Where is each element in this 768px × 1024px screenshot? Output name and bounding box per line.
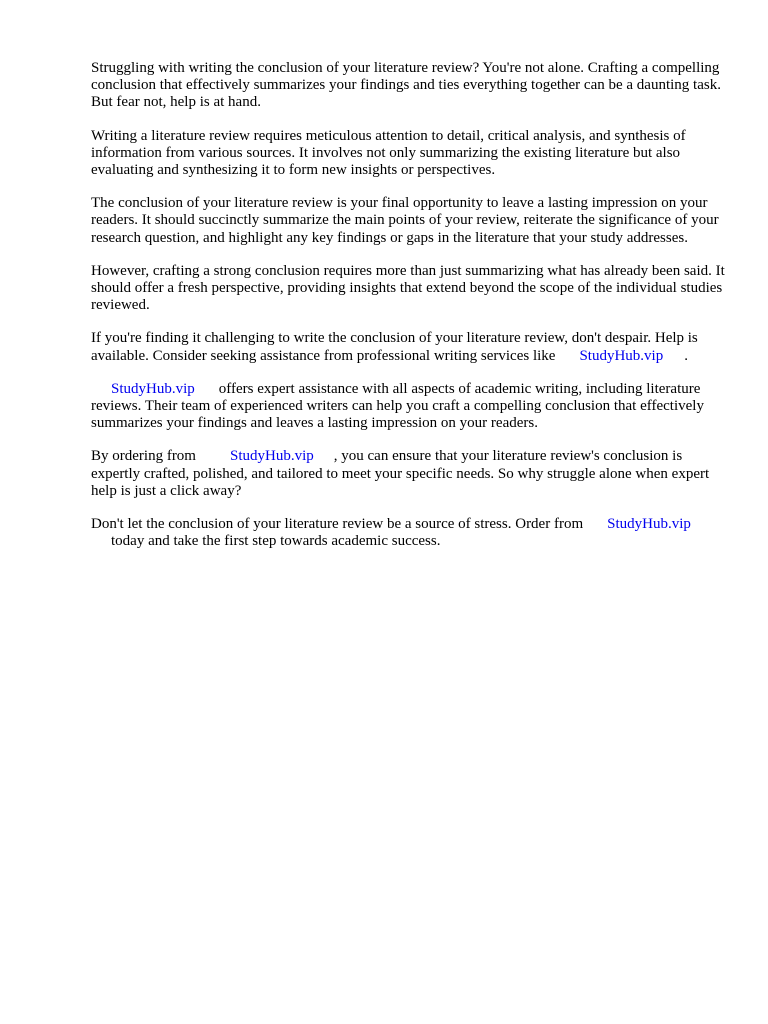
paragraph-ordering-pre: By ordering from: [91, 448, 196, 465]
paragraph-order-now-tail: today and take the first step towards academic success.: [111, 533, 441, 550]
paragraph-strong-conclusion: However, crafting a strong conclusion requires more than just summarizing what has already been said. It should offer a fresh perspective, providing insights that extend beyond the scope of the individual studies reviewed.: [91, 262, 725, 314]
paragraph-seek-help-text: If you're finding it challenging to write the conclusion of your literature review, don't despair. Help is available. Consider seeking assistance from professional writing services like: [91, 330, 698, 364]
paragraph-order-now-text: Don't let the conclusion of your literature review be a source of stress. Order from: [91, 516, 584, 533]
paragraph-intro: Struggling with writing the conclusion of your literature review? You're not alone. Crafting a compelling conclusion that effectively summarizes your findings and ties everything together can be a daunting task. But fear not, help is at hand.: [91, 60, 721, 111]
paragraph-seek-help-tail: .: [684, 347, 688, 364]
paragraph-ordering-text: , you can ensure that your literature review's conclusion is expertly crafted, polished, and tailored to meet your specific needs. So why struggle alone when expert help is just a click away?: [91, 448, 710, 499]
studyhub-link-3[interactable]: StudyHub.vip: [229, 448, 314, 465]
studyhub-link-1[interactable]: StudyHub.vip: [579, 347, 664, 364]
paragraph-writing-review: Writing a literature review requires meticulous attention to detail, critical analysis, and synthesis of information from various sources. It involves not only summarizing the existing literature but also evaluating and synthesizing it to form new insights or perspectives.: [91, 127, 686, 179]
paragraph-order-now: [91, 516, 731, 550]
paragraph-studyhub-offers: [91, 381, 731, 433]
paragraph-seek-help: [91, 330, 731, 364]
document-page: [91, 60, 731, 566]
paragraph-studyhub-offers-text: offers expert assistance with all aspects of academic writing, including literature reviews. Their team of experienced writers can help you craft a compelling conclusion that effectively summarizes your findings and leaves a lasting impression on your readers.: [91, 380, 704, 432]
paragraph-ordering: [91, 448, 731, 500]
studyhub-link-4[interactable]: StudyHub.vip: [607, 516, 691, 533]
paragraph-conclusion-role: The conclusion of your literature review is your final opportunity to leave a lasting impression on your readers. It should succinctly summarize the main points of your review, reiterate the significance of your research question, and highlight any key findings or gaps in the literature that your study addresses.: [91, 195, 719, 246]
studyhub-link-2[interactable]: StudyHub.vip: [111, 380, 195, 397]
